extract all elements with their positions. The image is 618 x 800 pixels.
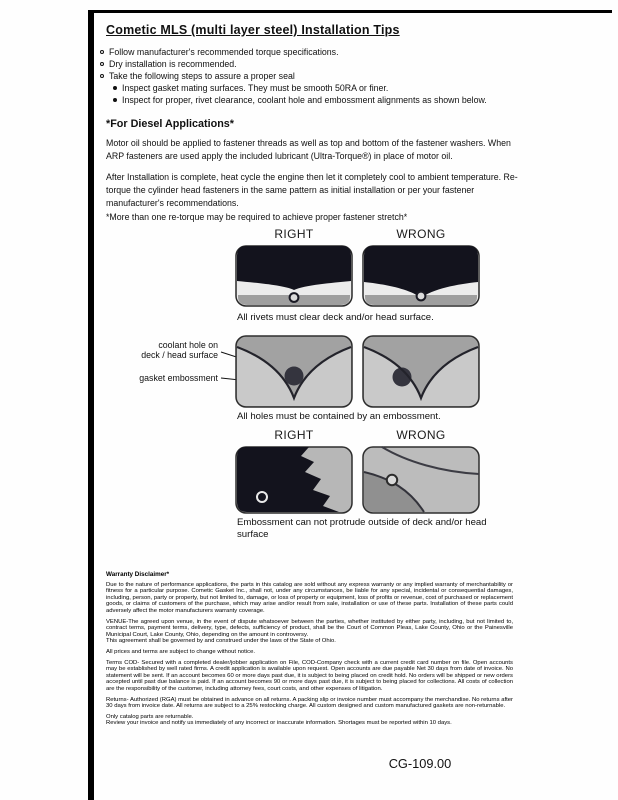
protrusion-wrong-diagram [362, 446, 480, 514]
row3-caption: Embossment can not protrude outside of deck and/or head surface [237, 517, 487, 540]
disclaimer-paragraph: Returns- Authorized (RGA) must be obtained in advance on all returns. A packing slip or invoice number must accompany the merchandise. No returns after 30 days from invoice date. All returns are subject to a 25% restocking charge. All custom designed and custom manufactured gaskets are non-returnable. [106, 696, 513, 710]
disclaimer-paragraph: VENUE-The agreed upon venue, in the event of dispute whatsoever between the parties, whether instituted by either party, including, but not limited to, contract terms, payment terms, delivery, type, defects, sufficiency of product, shall be the Court of Common Pleas, Lake County, Ohio or the Painesville Municipal Court, Lake County, Ohio, depending on the amount in controversy. [106, 618, 513, 638]
list-item [100, 46, 530, 58]
list-item [113, 82, 530, 94]
protrusion-right-diagram [235, 446, 353, 514]
page-title: Cometic MLS (multi layer steel) Installation Tips [106, 23, 400, 37]
page-border-left [88, 10, 94, 800]
right-label: RIGHT [274, 428, 314, 442]
tip-text: Follow manufacturer's recommended torque specifications. [109, 47, 339, 57]
right-label: RIGHT [274, 227, 314, 241]
disclaimer-paragraph: Only catalog parts are returnable. [106, 713, 194, 720]
wrong-label: WRONG [396, 428, 446, 442]
warranty-disclaimer [106, 572, 513, 731]
list-item [100, 58, 530, 70]
page-border-top [88, 10, 612, 13]
tip-text: Inspect for proper, rivet clearance, coolant hole and embossment alignments as shown below. [122, 95, 487, 105]
rivet-wrong-diagram [362, 245, 480, 307]
disclaimer-heading: Warranty Disclaimer* [106, 571, 170, 578]
page-number: CG-109.00 [388, 756, 452, 771]
coolant-hole-label-line2: deck / head surface [141, 350, 218, 360]
diesel-paragraph-1: Motor oil should be applied to fastener threads as well as top and bottom of the fastener washers. When ARP fasteners are used apply the included lubricant (Ultra-Torque®) in place of motor oil. [106, 138, 511, 161]
wrong-label: WRONG [396, 227, 446, 241]
diesel-applications-heading: *For Diesel Applications* [106, 118, 234, 130]
coolant-hole-label-line1: coolant hole on [158, 340, 218, 350]
disclaimer-paragraph: Terms COD- Secured with a completed dealer/jobber application on File, COD-Company check with a current credit card number on file. Open accounts may be established by well rated firms. A credit application is available upon request. Open accounts are due payable Net 30 days from date of invoice. No statement will be sent. If an account becomes 60 or more days past due, it is subject to being placed on credit hold. No orders will be shipped or new orders accepted until past due balance is paid. If an account becomes 90 or more days past due, it is subject to being placed for collections. All costs of collection are the responsibility of the customer, including attorney fees, court costs, and other expenses of litigation. [106, 659, 513, 692]
filled-bullet-icon [113, 86, 117, 90]
embossment-right-diagram [235, 335, 353, 408]
tip-text: Take the following steps to assure a proper seal [109, 71, 295, 81]
row1-caption: All rivets must clear deck and/or head surface. [237, 312, 434, 323]
disclaimer-paragraph: Review your invoice and notify us immediately of any incorrect or inaccurate information. Shortages must be reported within 10 days. [106, 720, 452, 727]
list-item [113, 94, 530, 106]
tip-text: Inspect gasket mating surfaces. They must be smooth 50RA or finer. [122, 83, 389, 93]
diesel-paragraph-2: After Installation is complete, heat cycle the engine then let it completely cool to ambient temperature. Re-torque the cylinder head fasteners in the same pattern as initial installation or per your fastener manufacturer's recommendations. [106, 172, 518, 208]
retorque-note: *More than one re-torque may be required to achieve proper fastener stretch* [106, 212, 408, 222]
rivet-right-diagram [235, 245, 353, 307]
open-bullet-icon [100, 74, 104, 78]
installation-tips-list [100, 46, 530, 106]
filled-bullet-icon [113, 98, 117, 102]
gasket-embossment-label: gasket embossment [139, 373, 218, 383]
tip-text: Dry installation is recommended. [109, 59, 237, 69]
disclaimer-paragraph: All prices and terms are subject to change without notice. [106, 648, 255, 655]
row2-caption: All holes must be contained by an embossment. [237, 411, 441, 422]
open-bullet-icon [100, 62, 104, 66]
embossment-wrong-diagram [362, 335, 480, 408]
list-item [100, 70, 530, 82]
disclaimer-paragraph: Due to the nature of performance applications, the parts in this catalog are sold without any express warranty or any implied warranty of merchantability or fitness for a particular purpose. Cometic Gasket Inc., shall not, under any circumstances, be liable for any special, incidental or consequential damages, including, person, party or property, but not limited to, damage, or loss of property or equipment, loss of profits or revenue, cost of purchased or replacement goods, or claims of customers of the purchase, which may arise and/or result from sale, installation or use of these parts. Installation of these parts could adversely affect the motor manufacturers warranty coverage. [106, 581, 513, 614]
disclaimer-paragraph: This agreement shall be governed by and construed under the laws of the State of Ohio. [106, 638, 336, 645]
open-bullet-icon [100, 50, 104, 54]
